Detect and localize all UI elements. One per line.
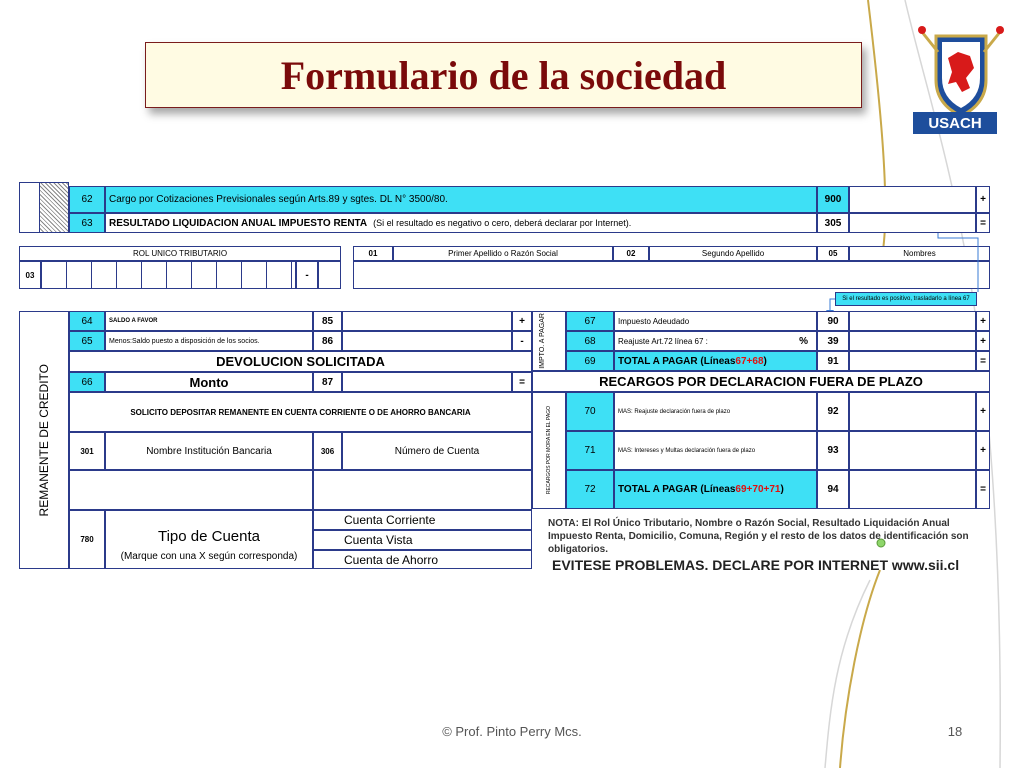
option-cuenta-corriente[interactable] (313, 510, 532, 530)
impto-side-label-cell (532, 311, 566, 371)
line-65-sign: - (512, 331, 532, 351)
line-64-number: 64 (69, 311, 105, 331)
form-note: NOTA: El Rol Único Tributario, Nombre o Razón Social, Resultado Liquidación Anual Impuesto Renta, Domicilio, Comuna, Región y el resto de los datos de identificación son obligatorios. (548, 518, 969, 555)
option-cuenta-vista-label: Cuenta Vista (344, 533, 413, 547)
line-71-code: 93 (817, 431, 849, 470)
line-67-number: 67 (566, 311, 614, 331)
field-306-code: 306 (313, 432, 342, 470)
footer-credit: © Prof. Pinto Perry Mcs. (442, 724, 582, 739)
line-66-sign: = (512, 372, 532, 392)
line-63-code: 305 (817, 213, 849, 233)
line-62-label: Cargo por Cotizaciones Previsionales según Arts.89 y sgtes. DL N° 3500/80. (105, 186, 817, 213)
line-68-percent: % (799, 335, 808, 347)
internet-warning: EVITESE PROBLEMAS. DECLARE POR INTERNET www.sii.cl (552, 557, 960, 573)
page-number: 18 (947, 724, 963, 739)
line-72-close: ) (780, 484, 784, 495)
line-71-sign: + (976, 431, 990, 470)
line-72-sign: = (976, 470, 990, 509)
recargos-header: RECARGOS POR DECLARACION FUERA DE PLAZO (532, 371, 990, 392)
line-72-label-cell (614, 470, 817, 509)
field-02-code: 02 (613, 246, 649, 261)
line-67-amount-input[interactable] (849, 311, 976, 331)
line-63-note: (Si el resultado es negativo o cero, deberá declarar por Internet). (373, 218, 632, 228)
line-64-sign: + (512, 311, 532, 331)
line-67-sign: + (976, 311, 990, 331)
option-cuenta-ahorro[interactable] (313, 550, 532, 569)
line-72-amount-input[interactable] (849, 470, 976, 509)
line-65-label: Menos:Saldo puesto a disposición de los socios. (105, 331, 313, 351)
account-number-input[interactable] (313, 470, 532, 510)
line-62-code: 900 (817, 186, 849, 213)
field-01-code: 01 (353, 246, 393, 261)
field-03-code: 03 (19, 261, 41, 289)
line-68-code: 39 (817, 331, 849, 351)
line-69-lines: 67+68 (735, 355, 764, 367)
line-70-amount-input[interactable] (849, 392, 976, 431)
line-69-label-cell (614, 351, 817, 371)
line-66-amount-input[interactable] (342, 372, 512, 392)
line-68-label: Reajuste Art.72 línea 67 : (618, 336, 708, 346)
line-69-amount-input[interactable] (849, 351, 976, 371)
line-65-amount-input[interactable] (342, 331, 512, 351)
line-67-label: Impuesto Adeudado (614, 311, 817, 331)
line-71-number: 71 (566, 431, 614, 470)
line-66-label: Monto (105, 372, 313, 392)
remanente-label: REMANENTE DE CREDITO (37, 363, 51, 517)
bank-name-input[interactable] (69, 470, 313, 510)
line-69-number: 69 (566, 351, 614, 371)
line-64-label: SALDO A FAVOR (105, 311, 313, 331)
line-70-code: 92 (817, 392, 849, 431)
field-02-label: Segundo Apellido (649, 246, 817, 261)
line-67-code: 90 (817, 311, 849, 331)
account-type-title: Tipo de Cuenta (157, 527, 260, 545)
line-65-number: 65 (69, 331, 105, 351)
line-63-number: 63 (69, 213, 105, 233)
field-301-label: Nombre Institución Bancaria (105, 432, 313, 470)
line-70-sign: + (976, 392, 990, 431)
rut-label: ROL UNICO TRIBUTARIO (19, 246, 341, 261)
devolucion-header: DEVOLUCION SOLICITADA (69, 351, 532, 372)
line-66-code: 87 (313, 372, 342, 392)
line-63-sign: = (976, 213, 990, 233)
line-68-amount-input[interactable] (849, 331, 976, 351)
line-69-label: TOTAL A PAGAR (Líneas (618, 355, 736, 367)
line-62-number: 62 (69, 186, 105, 213)
line-70-label: MAS: Reajuste declaración fuera de plazo (614, 392, 817, 431)
field-301-code: 301 (69, 432, 105, 470)
line-62-sign: + (976, 186, 990, 213)
recargos-side-label-cell (532, 392, 566, 509)
line-69-code: 91 (817, 351, 849, 371)
line-65-code: 86 (313, 331, 342, 351)
line-69-sign: = (976, 351, 990, 371)
field-780-code: 780 (69, 510, 105, 569)
account-type-hint: (Marque con una X según corresponda) (120, 550, 298, 562)
line-68-sign: + (976, 331, 990, 351)
rut-dash: - (296, 261, 318, 289)
line-71-label: MAS: Intereses y Multas declaración fuera de plazo (614, 431, 817, 470)
logo-label: USACH (913, 112, 997, 134)
line-72-code: 94 (817, 470, 849, 509)
line-71-amount-input[interactable] (849, 431, 976, 470)
account-type-cell (105, 510, 313, 569)
solicito-label: SOLICITO DEPOSITAR REMANENTE EN CUENTA CORRIENTE O DE AHORRO BANCARIA (69, 392, 532, 432)
option-cuenta-vista[interactable] (313, 530, 532, 550)
field-01-label: Primer Apellido o Razón Social (393, 246, 613, 261)
slide-title: Formulario de la sociedad (280, 52, 727, 98)
line-64-amount-input[interactable] (342, 311, 512, 331)
line-68-number: 68 (566, 331, 614, 351)
line-63-title: RESULTADO LIQUIDACION ANUAL IMPUESTO RENTA (109, 217, 368, 229)
line-72-lines: 69+70+71 (735, 484, 781, 495)
field-05-label: Nombres (849, 246, 990, 261)
line-66-number: 66 (69, 372, 105, 392)
line-70-number: 70 (566, 392, 614, 431)
option-cuenta-corriente-label: Cuenta Corriente (344, 513, 436, 527)
line-68-label-cell (614, 331, 817, 351)
line-69-close: ) (763, 355, 767, 367)
remanente-side-label-cell (19, 311, 69, 569)
recargos-label: RECARGOS POR MORA EN EL PAGO (546, 406, 552, 495)
option-cuenta-ahorro-label: Cuenta de Ahorro (344, 552, 439, 567)
line-72-number: 72 (566, 470, 614, 509)
callout-note: Si el resultado es positivo, trasladarlo a línea 67 (835, 292, 977, 306)
line-72-label: TOTAL A PAGAR (Líneas (618, 484, 736, 495)
line-64-code: 85 (313, 311, 342, 331)
impto-label: IMPTO. A PAGAR (539, 313, 546, 369)
field-306-label: Número de Cuenta (342, 432, 532, 470)
field-05-code: 05 (817, 246, 849, 261)
